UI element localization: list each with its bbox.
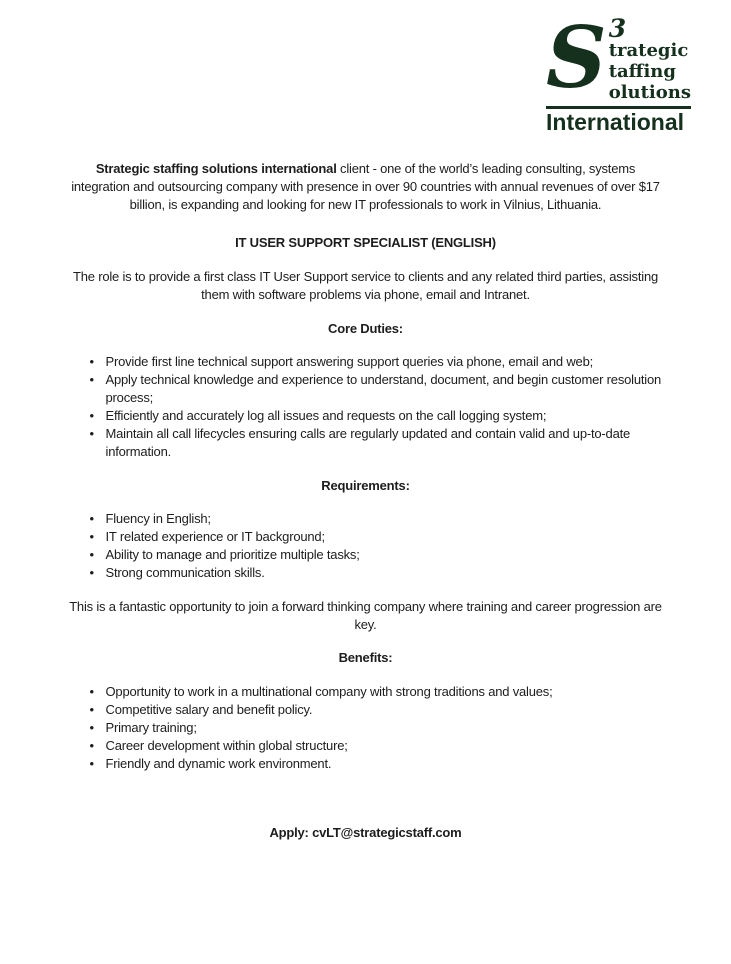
logo-monogram-s: S bbox=[546, 8, 607, 107]
role-summary-paragraph: The role is to provide a first class IT User Support service to clients and any related third parties, assisting them with software problems via phone, email and Intranet. bbox=[72, 269, 659, 302]
benefit-item: • Friendly and dynamic work environment. bbox=[66, 755, 666, 773]
core-duties-list bbox=[66, 353, 666, 461]
job-title: IT USER SUPPORT SPECIALIST (ENGLISH) bbox=[235, 235, 496, 250]
apply-label: Apply: bbox=[269, 825, 309, 840]
intro-rest-text: client - one of the world’s leading consulting, systems integration and outsourcing company with presence in over 90 countries with annual revenues of over $17 billion, is expanding and looking for new IT professionals to work in Vilnius, Lithuania. bbox=[71, 161, 660, 212]
core-duty-item: • Provide first line technical support answering support queries via phone, email and web; bbox=[66, 353, 666, 371]
section-heading-requirements: Requirements: bbox=[321, 478, 410, 493]
section-heading-benefits: Benefits: bbox=[338, 650, 393, 665]
requirement-item: • Ability to manage and prioritize multiple tasks; bbox=[66, 546, 666, 564]
requirement-item: • Strong communication skills. bbox=[66, 564, 666, 582]
requirements-list bbox=[66, 510, 666, 582]
logo-international-label: International bbox=[546, 109, 685, 135]
core-duty-item: • Efficiently and accurately log all issues and requests on the call logging system; bbox=[66, 407, 666, 425]
requirement-item: • Fluency in English; bbox=[66, 510, 666, 528]
intro-paragraph bbox=[66, 160, 666, 214]
logo-word-stack bbox=[608, 14, 691, 103]
company-logo bbox=[546, 8, 691, 135]
closing-note-paragraph: This is a fantastic opportunity to join a forward thinking company where training and career progression are key. bbox=[69, 599, 662, 632]
section-heading-core-duties: Core Duties: bbox=[328, 321, 403, 336]
benefit-item: • Opportunity to work in a multinational company with strong traditions and values; bbox=[66, 683, 666, 701]
benefits-list bbox=[66, 683, 666, 773]
logo-word-solutions: olutions bbox=[608, 82, 691, 103]
benefit-item: • Career development within global structure; bbox=[66, 737, 666, 755]
core-duty-item: • Maintain all call lifecycles ensuring calls are regularly updated and contain valid and up-to-date information. bbox=[66, 425, 666, 461]
logo-monogram-superscript: 3 bbox=[608, 14, 627, 43]
apply-line bbox=[66, 824, 666, 842]
logo-monogram-block bbox=[546, 8, 691, 107]
logo-word-staffing: taffing bbox=[608, 61, 676, 82]
requirement-item: • IT related experience or IT background; bbox=[66, 528, 666, 546]
document-body bbox=[66, 160, 666, 842]
logo-word-strategic: trategic bbox=[608, 40, 689, 61]
benefit-item: • Primary training; bbox=[66, 719, 666, 737]
benefit-item: • Competitive salary and benefit policy. bbox=[66, 701, 666, 719]
core-duty-item: • Apply technical knowledge and experience to understand, document, and begin customer resolution process; bbox=[66, 371, 666, 407]
apply-email: cvLT@strategicstaff.com bbox=[308, 825, 462, 840]
intro-lead-bold: Strategic staffing solutions international bbox=[95, 161, 337, 176]
